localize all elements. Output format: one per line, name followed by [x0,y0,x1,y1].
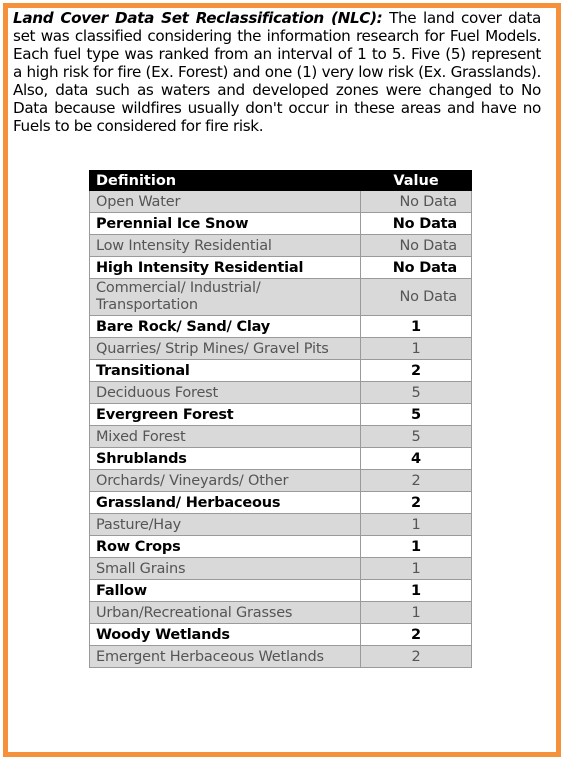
table-row [90,316,472,338]
table-row [90,338,472,360]
definition-cell: Mixed Forest [90,426,361,448]
definition-cell: Grassland/ Herbaceous [90,492,361,514]
definition-cell: Commercial/ Industrial/ Transportation [90,279,361,316]
value-cell: No Data [361,191,472,213]
definition-cell: Perennial Ice Snow [90,213,361,235]
value-cell: 4 [361,448,472,470]
definition-cell: Evergreen Forest [90,404,361,426]
table-row [90,624,472,646]
definition-cell: Bare Rock/ Sand/ Clay [90,316,361,338]
table-row [90,580,472,602]
value-cell: 2 [361,492,472,514]
table-row [90,279,472,316]
value-cell: No Data [361,213,472,235]
value-cell: 1 [361,514,472,536]
value-cell: 5 [361,382,472,404]
value-cell: 2 [361,646,472,668]
table-header-row [90,171,472,191]
table-row [90,404,472,426]
definition-cell: Fallow [90,580,361,602]
table-row [90,257,472,279]
table-row [90,382,472,404]
value-cell: 2 [361,470,472,492]
table-row [90,536,472,558]
value-cell: 1 [361,580,472,602]
definition-cell: Pasture/Hay [90,514,361,536]
definition-cell: Quarries/ Strip Mines/ Gravel Pits [90,338,361,360]
header-definition: Definition [90,171,361,191]
definition-cell: Emergent Herbaceous Wetlands [90,646,361,668]
table-row [90,602,472,624]
value-cell: No Data [361,279,472,316]
value-cell: 2 [361,360,472,382]
value-cell: 1 [361,536,472,558]
header-value: Value [361,171,472,191]
table-row [90,360,472,382]
table-row [90,646,472,668]
table-row [90,191,472,213]
table-row [90,448,472,470]
table-row [90,213,472,235]
definition-cell: Urban/Recreational Grasses [90,602,361,624]
intro-lead: Land Cover Data Set Reclassification (NLC): [13,9,383,27]
definition-cell: Row Crops [90,536,361,558]
definition-cell: Low Intensity Residential [90,235,361,257]
table-row [90,426,472,448]
table-row [90,558,472,580]
table-row [90,514,472,536]
definition-cell: Transitional [90,360,361,382]
value-cell: 1 [361,558,472,580]
table-row [90,235,472,257]
definition-cell: High Intensity Residential [90,257,361,279]
definition-cell: Woody Wetlands [90,624,361,646]
definition-cell: Open Water [90,191,361,213]
value-cell: No Data [361,235,472,257]
value-cell: 2 [361,624,472,646]
definition-cell: Small Grains [90,558,361,580]
value-cell: 5 [361,426,472,448]
definition-cell: Deciduous Forest [90,382,361,404]
value-cell: No Data [361,257,472,279]
intro-body: The land cover data set was classified considering the information research for Fuel Models. Each fuel type was ranked from an interval of 1 to 5. Five (5) represent a high risk for fire (Ex. Forest) and one (1) very low risk (Ex. Grasslands). Also, data such as waters and developed zones were changed to No Data because wildfires usually don't occur in these areas and have no Fuels to be considered for fire risk. [13,9,541,135]
table-row [90,470,472,492]
intro-paragraph [13,9,541,135]
value-cell: 1 [361,316,472,338]
value-cell: 1 [361,338,472,360]
definition-cell: Orchards/ Vineyards/ Other [90,470,361,492]
table-row [90,492,472,514]
value-cell: 5 [361,404,472,426]
definition-cell: Shrublands [90,448,361,470]
value-cell: 1 [361,602,472,624]
reclassification-table [89,170,472,668]
